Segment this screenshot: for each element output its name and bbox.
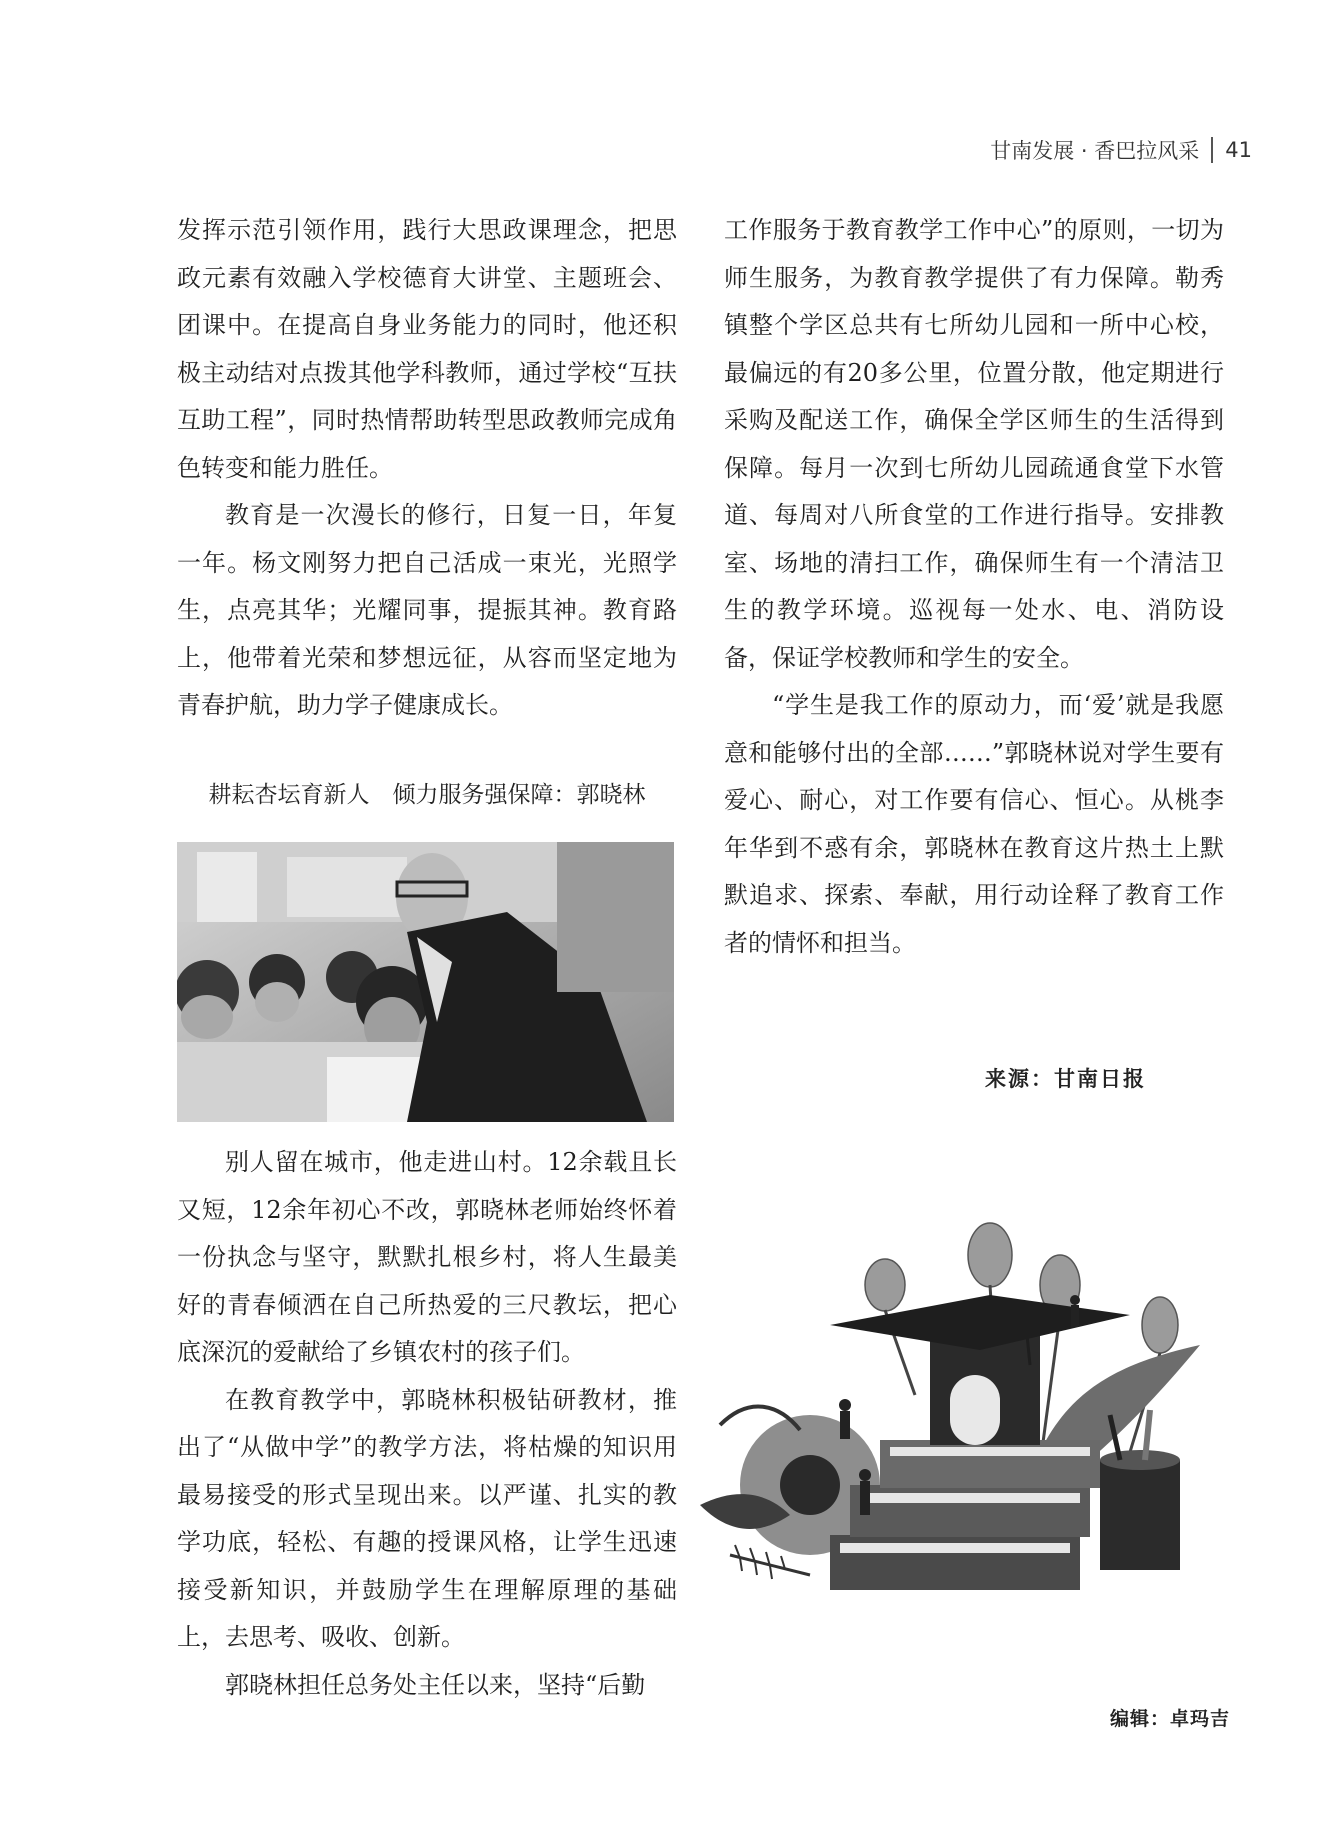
paragraph: 教育是一次漫长的修行，日复一日，年复一年。杨文刚努力把自己活成一束光，光照学生，点亮其华；光耀同事，提振其神。教育路上，他带着光荣和梦想远征，从容而坚定地为青春护航，助力学子健康成长。 bbox=[177, 501, 677, 719]
left-column-top bbox=[177, 207, 677, 730]
header-divider bbox=[1211, 137, 1213, 163]
left-column-bottom bbox=[177, 1139, 677, 1709]
paragraph: 在教育教学中，郭晓林积极钻研教材，推出了“从做中学”的教学方法，将枯燥的知识用最易接受的形式呈现出来。以严谨、扎实的教学功底，轻松、有趣的授课风格，让学生迅速接受新知识，并鼓励学生在理解原理的基础上，去思考、吸收、创新。 bbox=[177, 1385, 677, 1651]
right-column bbox=[724, 207, 1224, 967]
editor-credit: 编辑：卓玛吉 bbox=[1110, 1708, 1231, 1730]
source-credit: 来源：甘南日报 bbox=[985, 1066, 1146, 1091]
header-section-title: 甘南发展 · 香巴拉风采 bbox=[990, 139, 1200, 163]
graduation-cap-books-illustration bbox=[680, 1215, 1240, 1635]
paragraph: 工作服务于教育教学工作中心”的原则，一切为师生服务，为教育教学提供了有力保障。勒秀镇整个学区总共有七所幼儿园和一所中心校，最偏远的有20多公里，位置分散，他定期进行采购及配送工作，确保全学区师生的生活得到保障。每月一次到七所幼儿园疏通食堂下水管道、每周对八所食堂的工作进行指导。安排教室、场地的清扫工作，确保师生有一个清洁卫生的教学环境。巡视每一处水、电、消防设备，保证学校教师和学生的安全。 bbox=[724, 216, 1224, 672]
teacher-photo bbox=[177, 842, 674, 1122]
running-header bbox=[990, 135, 1252, 165]
paragraph: 别人留在城市，他走进山村。12余载且长又短，12余年初心不改，郭晓林老师始终怀着一份执念与坚守，默默扎根乡村，将人生最美好的青春倾洒在自己所热爱的三尺教坛，把心底深沉的爱献给了乡镇农村的孩子们。 bbox=[177, 1148, 677, 1366]
page-number: 41 bbox=[1225, 138, 1252, 162]
paragraph: 郭晓林担任总务处主任以来，坚持“后勤 bbox=[225, 1670, 646, 1699]
paragraph: 发挥示范引领作用，践行大思政课理念，把思政元素有效融入学校德育大讲堂、主题班会、团课中。在提高自身业务能力的同时，他还积极主动结对点拨其他学科教师，通过学校“互扶互助工程”，同时热情帮助转型思政教师完成角色转变和能力胜任。 bbox=[177, 216, 677, 482]
section-subheading: 耕耘杏坛育新人 倾力服务强保障：郭晓林 bbox=[208, 782, 646, 808]
paragraph: “学生是我工作的原动力，而‘爱’就是我愿意和能够付出的全部……”郭晓林说对学生要有爱心、耐心，对工作要有信心、恒心。从桃李年华到不惑有余，郭晓林在教育这片热土上默默追求、探索、奉献，用行动诠释了教育工作者的情怀和担当。 bbox=[724, 691, 1224, 957]
